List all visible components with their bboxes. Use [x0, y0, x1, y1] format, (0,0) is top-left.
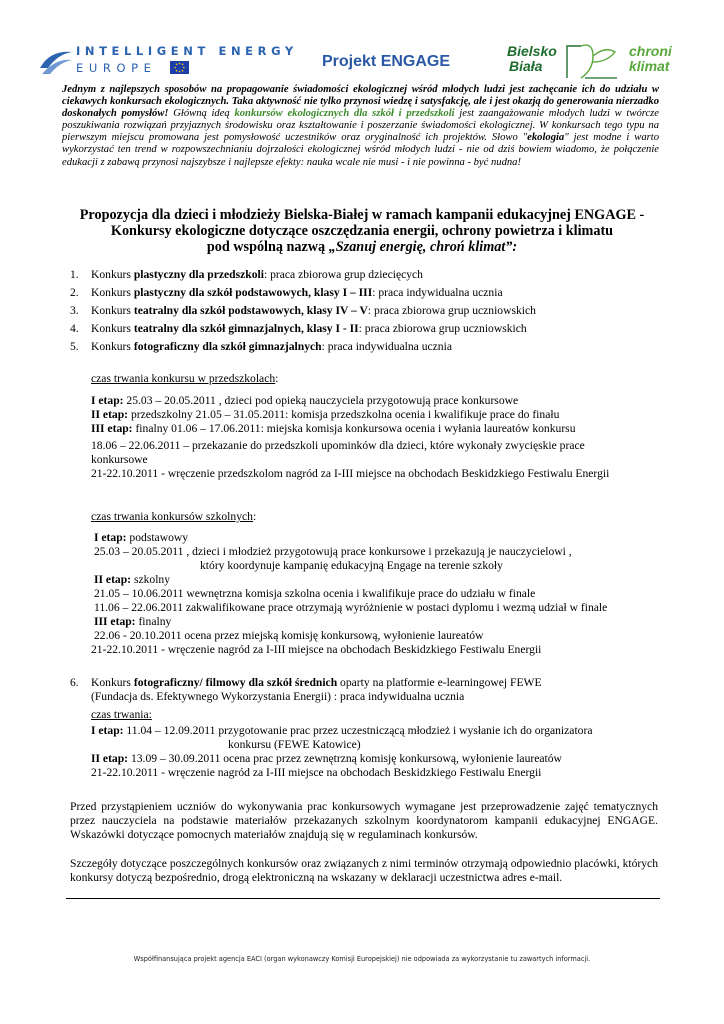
footer-disclaimer: Współfinansująca projekt agencja EACI (organ wykonawczy Komisji Europejskiej) nie odpowiada za wykorzystanie tu zawartych informacji.: [133, 955, 591, 963]
intro-highlight: konkursów ekologicznych dla szkół i przedszkoli: [234, 108, 455, 120]
intro-text-c: " jest modne i warto wykorzystać ten trend w rozpowszechnianiu dojrzałości ekologicznej wśród młodych ludzi - nie od dziś bowiem wiadomo, że połączenie edukacji z zabawą przynosi najszybsze i najlepsze efekty: nauka wcale nie musi - i nie powinna - być nudna!: [62, 132, 659, 168]
closing-paragraph-1: Przed przystąpieniem uczniów do wykonywania prac konkursowych wymagane jest przeprowadzenie zajęć tematycznych przez nauczyciela na podstawie materiałów przekazanych szkolnym koordynatorom kampanii edukacyjnej ENGAGE. Wskazówki dotyczące pomocnych materiałów znajdują się w regulaminach konkursów.: [70, 800, 658, 842]
preschool-schedule-heading: czas trwania konkursu w przedszkolach:: [91, 372, 279, 385]
preschool-stage-3: III etap: finalny 01.06 – 17.06.2011: miejska komisja konkursowa ocenia i wyłania laureatów konkursu: [91, 422, 576, 435]
list-item: 4. Konkurs teatralny dla szkół gimnazjalnych, klasy I - II: praca zbiorowa grup uczniowskich: [70, 322, 527, 335]
list-item: 5. Konkurs fotograficzny dla szkół gimnazjalnych: praca indywidualna ucznia: [70, 340, 452, 353]
contest-6-heading: czas trwania:: [91, 708, 152, 721]
bb-leaf-icon: [563, 40, 623, 80]
headline-line1: Propozycja dla dzieci i młodzieży Bielska-Białej w ramach kampanii edukacyjnej ENGAGE -: [79, 207, 645, 223]
page-headline: [60, 207, 664, 255]
divider: [66, 898, 660, 899]
list-item: 1. Konkurs plastyczny dla przedszkoli: praca zbiorowa grup dziecięcych: [70, 268, 423, 281]
contest-6-stage-1: I etap: 11.04 – 12.09.2011 przygotowanie prac przez uczestniczącą młodzież i wysłanie ich do organizatora: [91, 724, 593, 737]
preschool-gifts-cont: konkursowe: [91, 453, 148, 466]
school-stage-2-line2: 21.05 – 10.06.2011 wewnętrzna komisja szkolna ocenia i kwalifikuje prace do udziału w finale: [94, 587, 536, 600]
preschool-awards: 21-22.10.2011 - wręczenie przedszkolom nagród za I-III miejsce na obchodach Beskidzkiego Festiwalu Energii: [91, 467, 610, 480]
closing-paragraph-2: Szczegóły dotyczące poszczególnych konkursów oraz związanych z nimi terminów otrzymają odpowiednio placówki, których konkursy dotyczą bezpośrednio, drogą elektroniczną na wskazany w deklaracji uczestnictwa adres e-mail.: [70, 857, 658, 885]
bb-motto-line1: chroni: [629, 43, 672, 59]
school-stage-3-line3: 21-22.10.2011 - wręczenie nagród za I-III miejsce na obchodach Beskidzkiego Festiwalu Energii: [91, 643, 542, 656]
preschool-gifts: 18.06 – 22.06.2011 – przekazanie do przedszkoli upominków dla dzieci, które wykonały zwycięskie prace: [91, 439, 585, 452]
intro-paragraph: [62, 84, 659, 169]
contest-6-awards: 21-22.10.2011 - wręczenie nagród za I-III miejsce na obchodach Beskidzkiego Festiwalu Energii: [91, 766, 542, 779]
contest-list: [70, 268, 670, 358]
school-stage-3-line2: 22.06 - 20.10.2011 ocena przez miejską komisję konkursową, wyłonienie laureatów: [94, 629, 484, 642]
contest-6-line2: (Fundacja ds. Efektywnego Wykorzystania Energii) : praca indywidualna ucznia: [91, 690, 465, 703]
intro-text-a: Główną ideą: [168, 108, 235, 120]
intro-text-b: jest zaangażowanie młodych ludzi w twórcze poszukiwania rozwiązań przyjaznych środowisku oraz kształtowanie i poszerzanie świadomości ekologicznej. W konkursach tego typu na pierwszym miejscu promowana jest pomysłowość uczestników oraz oryginalność ich projektów. Słowo ": [62, 108, 659, 144]
project-title: Projekt ENGAGE: [322, 53, 451, 70]
school-stage-1-line3: który koordynuje kampanię edukacyjną Engage na terenie szkoły: [200, 559, 503, 572]
ie-logo-line2: EUROPE: [76, 61, 157, 75]
school-stage-3: III etap: finalny: [94, 615, 172, 628]
intro-ekologia: ekologia: [527, 132, 565, 144]
bielsko-biala-chroni-klimat-logo: [505, 40, 677, 80]
bb-city-line2: Biała: [509, 58, 543, 74]
ie-swoosh-icon: [38, 46, 74, 76]
intro-bold: Jednym z najlepszych sposobów na propagowanie świadomości ekologicznej wśród młodych ludzi jest zachęcanie ich do udziału w ciekawych konkursach ekologicznych. Taka aktywność nie tylko przynosi wiedzę i satysfakcję, ale i jest okazją do generowania nierzadko doskonałych pomysłów!: [62, 84, 659, 120]
school-stage-2-line3: 11.06 – 22.06.2011 zakwalifikowane prace otrzymają wyróżnienie w postaci dyplomu i wezmą udział w finale: [94, 601, 608, 614]
list-item: 3. Konkurs teatralny dla szkół podstawowych, klasy IV – V: praca zbiorowa grup uczniowskich: [70, 304, 536, 317]
preschool-stage-1: I etap: 25.03 – 20.05.2011 , dzieci pod opieką nauczyciela przygotowują prace konkursowe: [91, 394, 519, 407]
school-stage-2: II etap: szkolny: [94, 573, 171, 586]
contest-6-stage-1-line2: konkursu (FEWE Katowice): [228, 738, 361, 751]
school-stage-1: I etap: podstawowy: [94, 531, 189, 544]
school-schedule-heading: czas trwania konkursów szkolnych:: [91, 510, 257, 523]
preschool-stage-2: II etap: przedszkolny 21.05 – 31.05.2011: komisja przedszkolna ocenia i kwalifikuje prace do finału: [91, 408, 560, 421]
headline-line3a: pod wspólną nazwą: [206, 239, 329, 255]
list-item: 2. Konkurs plastyczny dla szkół podstawowych, klasy I – III: praca indywidualna ucznia: [70, 286, 503, 299]
headline-slogan: „Szanuj energię, chroń klimat”:: [328, 239, 518, 255]
contest-6: 6. Konkurs fotograficzny/ filmowy dla szkół średnich oparty na platformie e-learningowej FEWE: [70, 676, 542, 689]
contest-6-stage-2: II etap: 13.09 – 30.09.2011 ocena prac przez zewnętrzną komisję konkursową, wyłonienie laureatów: [91, 752, 562, 765]
intelligent-energy-europe-logo: [38, 44, 298, 80]
school-stage-1-line2: 25.03 – 20.05.2011 , dzieci i młodzież przygotowują prace konkursowe i przekazują je nauczycielowi ,: [94, 545, 572, 558]
bb-city-line1: Bielsko: [507, 43, 557, 59]
bb-motto-line2: klimat: [629, 58, 670, 74]
ie-logo-line1: INTELLIGENT ENERGY: [76, 44, 298, 58]
eu-flag-icon: [170, 61, 189, 74]
headline-line2: Konkursy ekologiczne dotyczące oszczędzania energii, ochrony powietrza i klimatu: [110, 223, 614, 239]
